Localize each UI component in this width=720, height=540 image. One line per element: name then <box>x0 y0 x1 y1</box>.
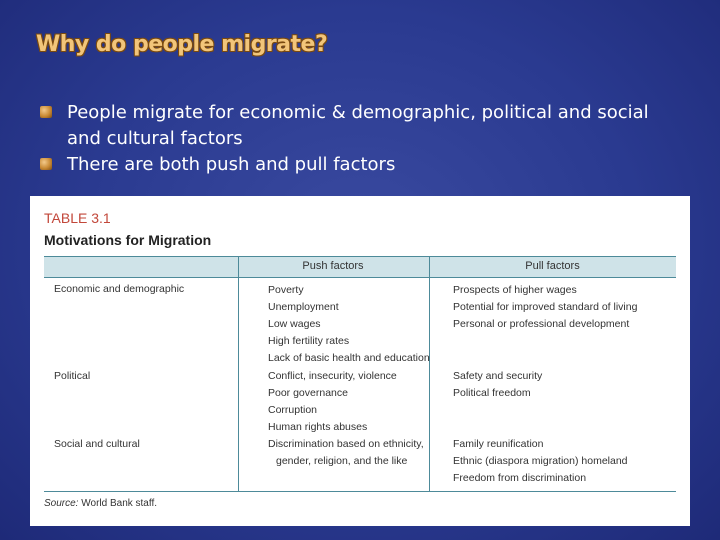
pull-factor: Potential for improved standard of living <box>453 301 638 313</box>
push-factor: Low wages <box>268 318 321 330</box>
header-push-factors: Push factors <box>302 260 364 272</box>
push-factor: Lack of basic health and education <box>268 352 430 364</box>
table-header <box>44 256 676 278</box>
row-category-social: Social and cultural <box>54 438 140 450</box>
source-label: Source: <box>44 498 79 509</box>
pull-factor: Ethnic (diaspora migration) homeland <box>453 455 628 467</box>
push-factor: Conflict, insecurity, violence <box>268 370 397 382</box>
pull-factor: Personal or professional development <box>453 318 630 330</box>
bullet-list <box>40 100 680 178</box>
bullet-item <box>40 152 680 178</box>
row-category-political: Political <box>54 370 91 382</box>
bullet-text: There are both push and pull factors <box>67 154 396 175</box>
push-factor: Unemployment <box>268 301 339 313</box>
header-pull-factors: Pull factors <box>525 260 580 272</box>
column-divider <box>238 256 239 491</box>
pull-factor: Freedom from discrimination <box>453 472 587 484</box>
push-factor: High fertility rates <box>268 335 350 347</box>
row-category-economic: Economic and demographic <box>54 283 185 295</box>
pull-factor: Family reunification <box>453 438 544 450</box>
slide-title: Why do people migrate? <box>36 32 328 57</box>
bullet-icon <box>40 106 52 118</box>
push-factor: Discrimination based on ethnicity, <box>268 438 424 450</box>
push-factor: gender, religion, and the like <box>276 455 408 467</box>
table-bottom-rule <box>44 491 676 492</box>
motivations-table <box>30 196 690 526</box>
pull-factor: Prospects of higher wages <box>453 284 577 296</box>
push-factor: Poverty <box>268 284 304 296</box>
table-number: TABLE 3.1 <box>44 210 111 226</box>
pull-factor: Safety and security <box>453 370 543 382</box>
table-source <box>44 498 157 509</box>
bullet-item <box>40 100 680 152</box>
bullet-text: People migrate for economic & demographic, political and social and cultural factors <box>67 102 649 149</box>
pull-factor: Political freedom <box>453 387 531 399</box>
push-factor: Human rights abuses <box>268 421 368 433</box>
column-divider <box>429 256 430 491</box>
source-text: World Bank staff. <box>81 498 158 509</box>
bullet-icon <box>40 158 52 170</box>
push-factor: Corruption <box>268 404 318 416</box>
push-factor: Poor governance <box>268 387 348 399</box>
table-title: Motivations for Migration <box>44 232 212 248</box>
